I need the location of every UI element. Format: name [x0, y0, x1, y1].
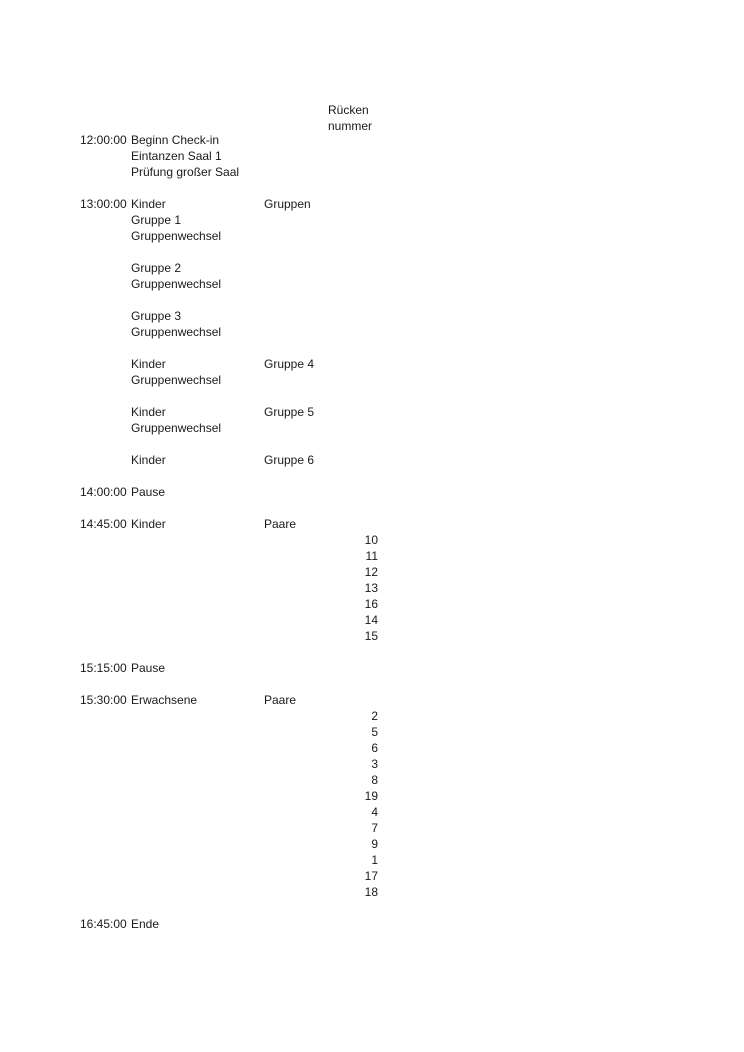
back-number-cell: 7	[371, 821, 378, 835]
event-cell: Kinder	[131, 517, 166, 531]
schedule-row	[0, 804, 744, 820]
back-number-cell: 2	[371, 709, 378, 723]
schedule-row	[0, 596, 744, 612]
schedule-row	[0, 868, 744, 884]
schedule-row	[0, 884, 744, 900]
time-cell: 16:45:00	[80, 917, 127, 931]
back-number-cell: 12	[364, 565, 378, 579]
schedule-row	[0, 404, 744, 420]
schedule-row	[0, 196, 744, 212]
schedule-row	[0, 900, 744, 916]
schedule-row	[0, 564, 744, 580]
back-number-cell: 3	[371, 757, 378, 771]
event-cell: Kinder	[131, 197, 166, 211]
schedule-row	[0, 372, 744, 388]
schedule-row	[0, 276, 744, 292]
schedule-row	[0, 164, 744, 180]
schedule-row	[0, 484, 744, 500]
event-cell: Kinder	[131, 453, 166, 467]
back-number-cell: 14	[364, 613, 378, 627]
schedule-row	[0, 836, 744, 852]
back-number-cell: 17	[364, 869, 378, 883]
schedule-row	[0, 244, 744, 260]
schedule-row	[0, 228, 744, 244]
schedule-row	[0, 132, 744, 148]
header-line-1: Rücken	[328, 103, 369, 117]
schedule-row	[0, 644, 744, 660]
event-cell: Kinder	[131, 357, 166, 371]
schedule-row	[0, 388, 744, 404]
back-number-cell: 16	[364, 597, 378, 611]
schedule-row	[0, 500, 744, 516]
schedule-row	[0, 308, 744, 324]
category-cell: Gruppe 4	[264, 357, 315, 371]
time-cell: 15:15:00	[80, 661, 127, 675]
schedule-row	[0, 148, 744, 164]
schedule-row	[0, 772, 744, 788]
back-number-cell: 4	[371, 805, 378, 819]
event-cell: Prüfung großer Saal	[131, 165, 240, 179]
schedule-row	[0, 356, 744, 372]
schedule-row	[0, 260, 744, 276]
schedule-row	[0, 468, 744, 484]
event-cell: Erwachsene	[131, 693, 198, 707]
schedule-row	[0, 740, 744, 756]
schedule-row	[0, 628, 744, 644]
header-line-2: nummer	[328, 119, 373, 133]
time-cell: 14:00:00	[80, 485, 127, 499]
event-cell: Gruppe 1	[131, 213, 182, 227]
back-number-cell: 15	[364, 629, 378, 643]
back-number-cell: 10	[364, 533, 378, 547]
schedule-row	[0, 324, 744, 340]
schedule-row	[0, 788, 744, 804]
category-cell: Gruppen	[264, 197, 311, 211]
schedule-row	[0, 660, 744, 676]
back-number-cell: 1	[371, 853, 378, 867]
schedule-row	[0, 820, 744, 836]
time-cell: 14:45:00	[80, 517, 127, 531]
back-number-cell: 13	[364, 581, 378, 595]
schedule-row	[0, 212, 744, 228]
schedule-row	[0, 612, 744, 628]
back-number-cell: 19	[364, 789, 378, 803]
category-cell: Paare	[264, 517, 297, 531]
back-number-cell: 9	[371, 837, 378, 851]
event-cell: Ende	[131, 917, 160, 931]
category-cell: Gruppe 6	[264, 453, 315, 467]
schedule-row	[0, 436, 744, 452]
back-number-cell: 6	[371, 741, 378, 755]
event-cell: Gruppe 3	[131, 309, 182, 323]
event-cell: Pause	[131, 661, 166, 675]
schedule-row	[0, 292, 744, 308]
schedule-row	[0, 180, 744, 196]
time-cell: 12:00:00	[80, 133, 127, 147]
schedule-row	[0, 756, 744, 772]
schedule-row	[0, 532, 744, 548]
time-cell: 13:00:00	[80, 197, 127, 211]
schedule-row	[0, 692, 744, 708]
event-cell: Gruppenwechsel	[131, 373, 222, 387]
schedule-row	[0, 420, 744, 436]
column-header-back-number	[328, 102, 372, 134]
event-cell: Pause	[131, 485, 166, 499]
schedule-row	[0, 452, 744, 468]
category-cell: Paare	[264, 693, 297, 707]
event-cell: Gruppenwechsel	[131, 325, 222, 339]
back-number-cell: 18	[364, 885, 378, 899]
event-cell: Beginn Check-in	[131, 133, 220, 147]
schedule-row	[0, 852, 744, 868]
schedule-row	[0, 580, 744, 596]
back-number-cell: 8	[371, 773, 378, 787]
schedule-row	[0, 724, 744, 740]
time-cell: 15:30:00	[80, 693, 127, 707]
event-cell: Gruppenwechsel	[131, 229, 222, 243]
schedule-row	[0, 916, 744, 932]
schedule-row	[0, 676, 744, 692]
schedule-row	[0, 708, 744, 724]
event-cell: Gruppe 2	[131, 261, 182, 275]
category-cell: Gruppe 5	[264, 405, 315, 419]
back-number-cell: 11	[365, 549, 378, 563]
schedule-row	[0, 340, 744, 356]
event-cell: Gruppenwechsel	[131, 421, 222, 435]
event-cell: Gruppenwechsel	[131, 277, 222, 291]
schedule-row	[0, 548, 744, 564]
schedule-row	[0, 516, 744, 532]
event-cell: Kinder	[131, 405, 166, 419]
back-number-cell: 5	[371, 725, 378, 739]
event-cell: Eintanzen Saal 1	[131, 149, 222, 163]
